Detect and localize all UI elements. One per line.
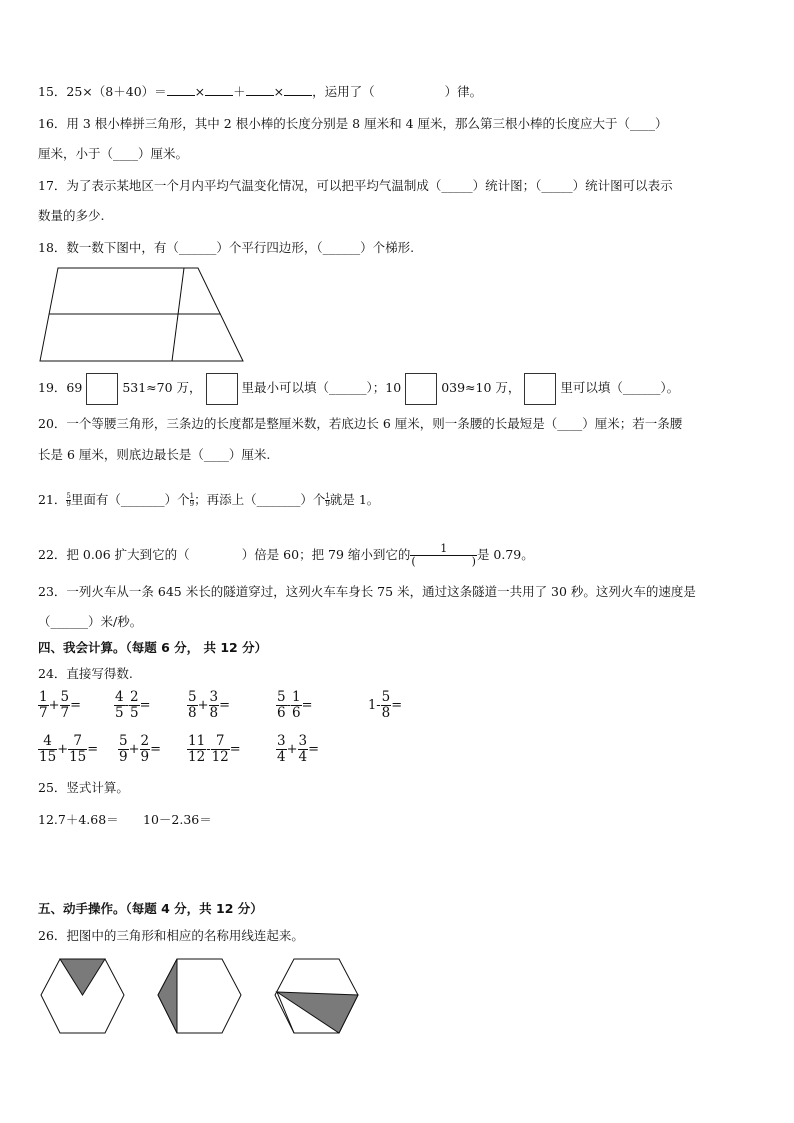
section-5-title: 五、动手操作。（每题 4 分，共 12 分） — [38, 901, 263, 916]
question-25-expr-1: 12.7＋4.68＝ — [38, 812, 119, 827]
calc-r2-2: $\frac{5}{9}$ + $\frac{2}{9}$ = — [119, 733, 161, 765]
question-22: 22．把 0.06 扩大到它的（ ）倍是 60；把 79 缩小到它的 $\frac{1}{( )}$ 是 0.79。 — [38, 542, 534, 568]
shaded-triangle-3 — [277, 992, 358, 1033]
question-26-title: 26．把图中的三角形和相应的名称用线连起来。 — [38, 928, 304, 943]
question-19: 19．69 531≈70 万， 里最小可以填（______）；10 039≈10 万， 里可以填（______）。 — [38, 372, 679, 405]
shaded-triangle-1 — [60, 959, 105, 995]
blank-box-2 — [206, 373, 238, 405]
question-20-line2: 长是 6 厘米，则底边最长是（____）厘米. — [38, 447, 271, 462]
question-17-line2: 数量的多少. — [38, 208, 105, 223]
question-18: 18．数一数下图中，有（______）个平行四边形，（______）个梯形. — [38, 240, 415, 255]
question-25-title: 25．竖式计算。 — [38, 780, 129, 795]
fraction-1-9-b: $\frac{1}{9}$ — [325, 492, 330, 508]
calc-r1-1: $\frac{1}{7}$ + $\frac{5}{7}$ = — [39, 689, 81, 721]
calc-r1-3: $\frac{5}{8}$ + $\frac{3}{8}$ = — [188, 689, 230, 721]
question-16-line1: 16．用 3 根小棒拼三角形，其中 2 根小棒的长度分别是 8 厘米和 4 厘米，那么第三根小棒的长度应大于（____） — [38, 116, 668, 131]
shaded-triangle-2 — [158, 959, 177, 1033]
section-4-title: 四、我会计算。（每题 6 分， 共 12 分） — [38, 640, 268, 655]
question-17-line1: 17．为了表示某地区一个月内平均气温变化情况，可以把平均气温制成（_____）统计图；（_____）统计图可以表示 — [38, 178, 673, 193]
blank-box-3[interactable] — [405, 373, 437, 405]
hexagon-figures — [38, 956, 368, 1038]
question-21: 21． $\frac{5}{9}$ 里面有（_______）个 $\frac{1}{9}$ ；再添上（_______）个 $\frac{1}{9}$ 就是 1。 — [38, 492, 380, 508]
question-23-line2: （______）米/秒。 — [38, 614, 143, 629]
calc-r1-4: $\frac{5}{6}$ - $\frac{1}{6}$ = — [277, 689, 313, 721]
fraction-1-9-a: $\frac{1}{9}$ — [189, 492, 195, 508]
question-24-title: 24．直接写得数. — [38, 666, 133, 681]
calc-r1-5: 1- $\frac{5}{8}$ = — [368, 689, 403, 721]
question-16-line2: 厘米，小于（____）厘米。 — [38, 146, 189, 161]
fraction-1-blank: $\frac{1}{( )}$ — [411, 542, 476, 568]
calc-r2-1: $\frac{4}{15}$ + $\frac{7}{15}$ = — [39, 733, 99, 765]
fraction-5-9: $\frac{5}{9}$ — [66, 492, 71, 508]
blank-box-1[interactable] — [86, 373, 118, 405]
question-25-expr-2: 10－2.36＝ — [143, 812, 212, 827]
question-20-line1: 20．一个等腰三角形，三条边的长度都是整厘米数，若底边长 6 厘米，则一条腰的长最短是（____）厘米；若一条腰 — [38, 416, 683, 431]
question-23-line1: 23．一列火车从一条 645 米长的隧道穿过，这列火车车身长 75 米，通过这条隧道一共用了 30 秒。这列火车的速度是 — [38, 584, 696, 599]
calc-r1-2: $\frac{4}{5}$ - $\frac{2}{5}$ = — [115, 689, 151, 721]
parallelogram-trapezoid-figure — [38, 266, 248, 364]
calc-r2-4: $\frac{3}{4}$ + $\frac{3}{4}$ = — [277, 733, 319, 765]
calc-r2-3: $\frac{11}{12}$ - $\frac{7}{12}$ = — [188, 733, 241, 765]
question-15: 15．25×（8＋40）＝ × ＋ × ，运用了（ ）律。 — [38, 84, 483, 99]
blank-box-4 — [524, 373, 556, 405]
